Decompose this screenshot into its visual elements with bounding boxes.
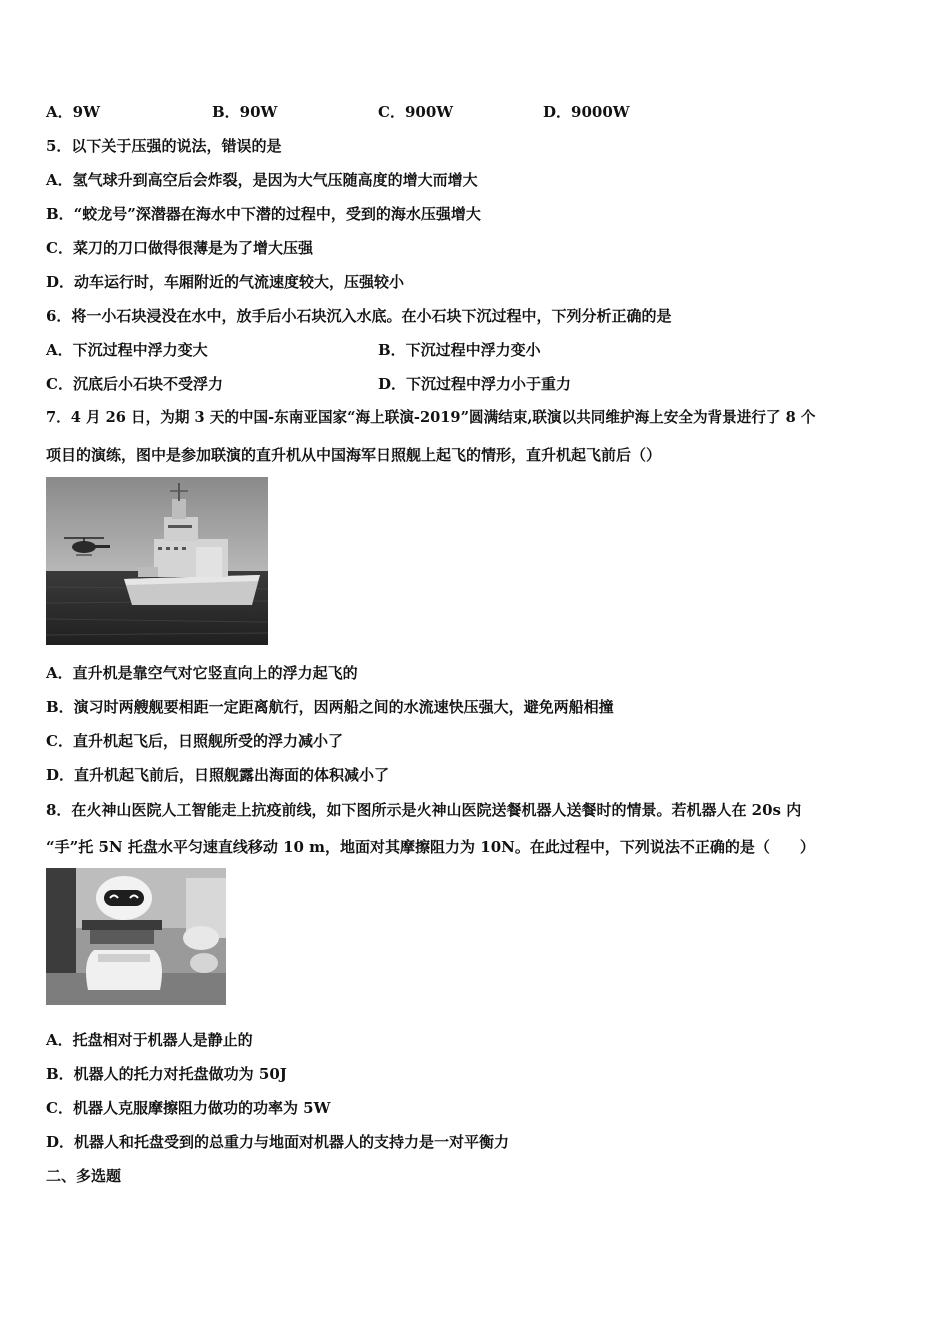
q7-stem-line2: 项目的演练，图中是参加联演的直升机从中国海军日照舰上起飞的情形，直升机起飞前后（） <box>46 446 662 464</box>
q7-option-d: D．直升机起飞前后，日照舰露出海面的体积减小了 <box>46 766 390 784</box>
q5-stem: 5．以下关于压强的说法，错误的是 <box>46 137 282 155</box>
q6-option-d: D．下沉过程中浮力小于重力 <box>378 375 572 393</box>
q4-option-a: A．9W <box>46 103 100 121</box>
q4-option-b: B．90W <box>212 103 278 121</box>
q6-option-b: B．下沉过程中浮力变小 <box>378 341 541 359</box>
q8-option-c: C．机器人克服摩擦阻力做功的功率为 5W <box>46 1099 331 1117</box>
delivery-robot-photo <box>46 868 226 1005</box>
q7-option-c: C．直升机起飞后，日照舰所受的浮力减小了 <box>46 732 343 750</box>
q4-option-c: C．900W <box>378 103 454 121</box>
q4-option-d: D．9000W <box>543 103 630 121</box>
q6-option-c: C．沉底后小石块不受浮力 <box>46 375 223 393</box>
q6-stem: 6．将一小石块浸没在水中，放手后小石块沉入水底。在小石块下沉过程中，下列分析正确的是 <box>46 307 672 325</box>
q8-option-a: A．托盘相对于机器人是静止的 <box>46 1031 253 1049</box>
q8-option-b: B．机器人的托力对托盘做功为 50J <box>46 1065 287 1083</box>
q7-option-a: A．直升机是靠空气对它竖直向上的浮力起飞的 <box>46 664 358 682</box>
q5-option-b: B．“蛟龙号”深潜器在海水中下潜的过程中，受到的海水压强增大 <box>46 205 481 223</box>
q5-option-c: C．菜刀的刀口做得很薄是为了增大压强 <box>46 239 313 257</box>
warship-helicopter-photo <box>46 477 268 645</box>
q5-option-a: A．氢气球升到高空后会炸裂，是因为大气压随高度的增大而增大 <box>46 171 478 189</box>
q8-stem-line2: “手”托 5N 托盘水平匀速直线移动 10 m，地面对其摩擦阻力为 10N。在此过程中，下列说法不正确的是（ ） <box>46 838 815 856</box>
section-title-multiple-choice: 二、多选题 <box>46 1167 122 1185</box>
q6-option-a: A．下沉过程中浮力变大 <box>46 341 208 359</box>
q7-stem-line1: 7．4 月 26 日，为期 3 天的中国-东南亚国家“海上联演-2019”圆满结束,联演以共同维护海上安全为背景进行了 8 个 <box>46 409 816 426</box>
q8-stem-line1: 8．在火神山医院人工智能走上抗疫前线，如下图所示是火神山医院送餐机器人送餐时的情景。若机器人在 20s 内 <box>46 801 802 819</box>
q5-option-d: D．动车运行时，车厢附近的气流速度较大，压强较小 <box>46 273 405 291</box>
q7-option-b: B．演习时两艘舰要相距一定距离航行，因两船之间的水流速快压强大，避免两船相撞 <box>46 698 614 716</box>
q8-option-d: D．机器人和托盘受到的总重力与地面对机器人的支持力是一对平衡力 <box>46 1133 510 1151</box>
